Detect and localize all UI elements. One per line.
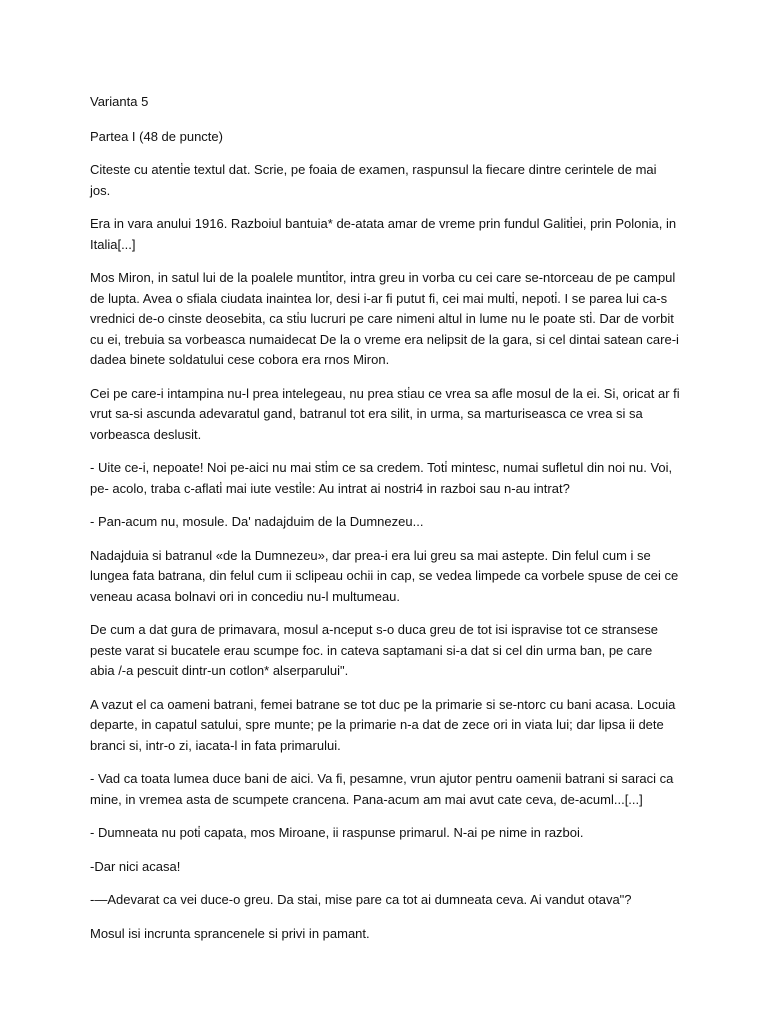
text-paragraph: De cum a dat gura de primavara, mosul a-nceput s-o duca greu de tot isi ispravise tot ce stransese peste varat si bucatele erau scumpe foc. in cateva saptamani si-a dat si cel din urma ban, pe care abia /-a pescuit dintr-un cotlon* alserparului". (90, 622, 658, 678)
text-paragraph: Mos Miron, in satul lui de la poalele munti̇tor, intra greu in vorba cu cei care se-ntorceau de pe campul de lupta. Avea o sfiala ciudata inaintea lor, desi i-ar fi putut fi, cei mai multi̇, nepoti̇. I se parea lui ca-s vrednici de-o cinste deosebita, ca sti̇u lucruri pe care nimeni altul in lume nu le poate sti̇. Dar de vorbit cu ei, trebuia sa vorbeasca numaidecat De la o vreme era nelipsit de la gara, si cel dintai satean care-i dadea binete soldatului cese cobora era rnos Miron. (90, 270, 679, 367)
part-heading: Partea I (48 de puncte) (90, 128, 223, 144)
document-page (90, 92, 680, 957)
variant-heading: Varianta 5 (90, 94, 149, 109)
text-paragraph: A vazut el ca oameni batrani, femei batrane se tot duc pe la primarie si se-ntorc cu bani acasa. Locuia departe, in capatul satului, spre munte; pe la primarie n-a dat de zece ori in viata lui; dar lipsa ii dete branci si, intr-o zi, iacata-l in fata primarului. (90, 696, 676, 753)
text-paragraph: Nadajduia si batranul «de la Dumnezeu», dar prea-i era lui greu sa mai astepte. Din felul cum i se lungea fata batrana, din felul cum ii sclipeau ochii in cap, se vedea limpede ca vorbele spuse de cei ce veneau acasa bolnavi ori in concediu nu-l multumeau. (90, 547, 679, 604)
text-paragraph: - Pan-acum nu, mosule. Da' nadajduim de la Dumnezeu... (90, 514, 424, 529)
text-paragraph: -Dar nici acasa! (90, 858, 181, 874)
instructions-text: Citeste cu atenti̇e textul dat. Scrie, pe foaia de examen, raspunsul la fiecare dintre cerintele de mai jos. (90, 162, 657, 198)
text-paragraph: - Uite ce-i, nepoate! Noi pe-aici nu mai sti̇m ce sa credem. Toti̇ mintesc, numai sufletul din noi nu. Voi, pe- acolo, traba c-aflati̇ mai iute vesti̇le: Au intrat ai nostri4 in razboi sau n-au intrat? (90, 460, 673, 496)
text-paragraph: - Dumneata nu poti̇ capata, mos Miroane, ii raspunse primarul. N-ai pe nime in razboi. (90, 825, 584, 840)
text-paragraph: Cei pe care-i intampina nu-l prea intelegeau, nu prea sti̇au ce vrea sa afle mosul de la ei. Si, oricat ar fi vrut sa-si ascunda adevaratul gand, batranul tot era silit, in urma, sa marturiseasca ce vrea si sa vorbeasca deslusit. (90, 385, 680, 442)
text-paragraph: Mosul isi incrunta sprancenele si privi in pamant. (90, 925, 370, 941)
text-paragraph: -—Adevarat ca vei duce-o greu. Da stai, mise pare ca tot ai dumneata ceva. Ai vandut otava"? (90, 892, 632, 907)
text-paragraph: Era in vara anului 1916. Razboiul bantuia* de-atata amar de vreme prin fundul Galiti̇ei, prin Polonia, in Italia[...] (90, 216, 677, 252)
text-paragraph: - Vad ca toata lumea duce bani de aici. Va fi, pesamne, vrun ajutor pentru oamenii batrani si saraci ca mine, in vremea asta de scumpete crancena. Pana-acum am mai avut cate ceva, de-acuml...[...] (90, 771, 674, 807)
